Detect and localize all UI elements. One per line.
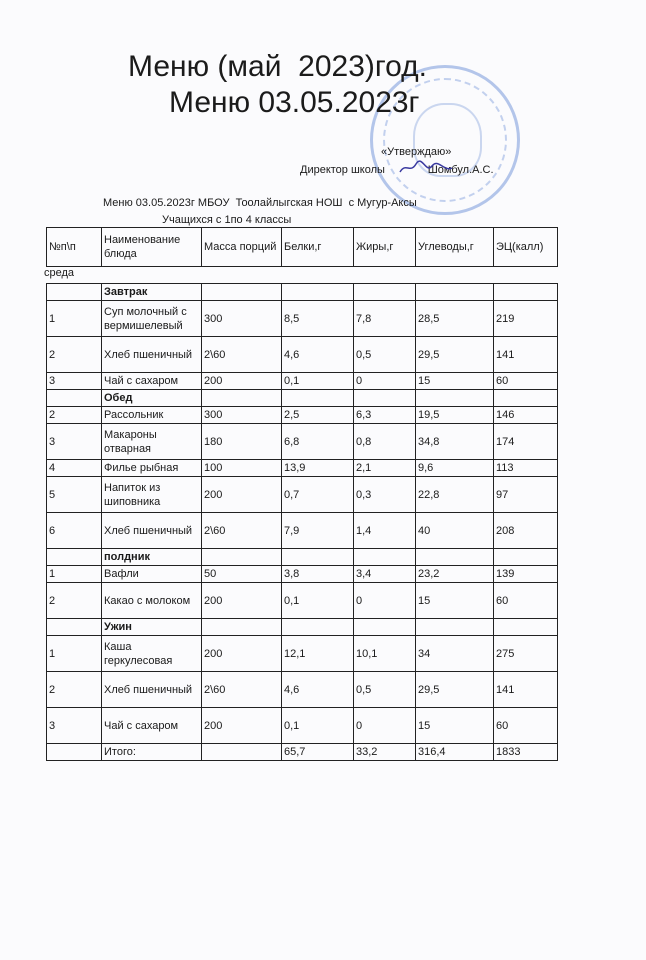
table-row	[47, 337, 558, 373]
section-row	[47, 390, 558, 407]
fat: 0	[354, 583, 416, 619]
portion-mass: 100	[202, 460, 282, 477]
total-carbs: 316,4	[416, 744, 494, 761]
dish-name: Макароны отварная	[102, 424, 202, 460]
table-row	[47, 708, 558, 744]
dish-name: Какао с молоком	[102, 583, 202, 619]
row-number: 3	[47, 424, 102, 460]
empty-cell	[282, 284, 354, 301]
table-row	[47, 460, 558, 477]
empty-cell	[416, 390, 494, 407]
fat: 0,5	[354, 672, 416, 708]
table-row	[47, 373, 558, 390]
row-number: 1	[47, 301, 102, 337]
empty-cell	[202, 744, 282, 761]
kcal: 141	[494, 672, 558, 708]
protein: 0,1	[282, 373, 354, 390]
fat: 7,8	[354, 301, 416, 337]
dish-name: Каша геркулесовая	[102, 636, 202, 672]
protein: 0,1	[282, 583, 354, 619]
fat: 0,8	[354, 424, 416, 460]
carbs: 9,6	[416, 460, 494, 477]
total-label: Итого:	[102, 744, 202, 761]
section-title: Завтрак	[102, 284, 202, 301]
carbs: 29,5	[416, 672, 494, 708]
kcal: 113	[494, 460, 558, 477]
dish-name: Чай с сахаром	[102, 373, 202, 390]
approval-label: «Утверждаю»	[381, 146, 452, 158]
kcal: 141	[494, 337, 558, 373]
protein: 3,8	[282, 566, 354, 583]
total-row	[47, 744, 558, 761]
dish-name: Рассольник	[102, 407, 202, 424]
total-fat: 33,2	[354, 744, 416, 761]
protein: 2,5	[282, 407, 354, 424]
row-number: 3	[47, 708, 102, 744]
col-header-dish: Наименование блюда	[102, 228, 202, 267]
fat: 0	[354, 708, 416, 744]
table-row	[47, 583, 558, 619]
empty-cell	[354, 549, 416, 566]
empty-cell	[47, 619, 102, 636]
protein: 4,6	[282, 672, 354, 708]
kcal: 174	[494, 424, 558, 460]
kcal: 275	[494, 636, 558, 672]
menu-title: Меню (май 2023)год.	[128, 50, 428, 83]
section-title: Ужин	[102, 619, 202, 636]
protein: 6,8	[282, 424, 354, 460]
kcal: 208	[494, 513, 558, 549]
carbs: 23,2	[416, 566, 494, 583]
empty-cell	[354, 619, 416, 636]
row-number: 2	[47, 672, 102, 708]
dish-name: Филье рыбная	[102, 460, 202, 477]
fat: 2,1	[354, 460, 416, 477]
table-row	[47, 407, 558, 424]
col-header-fat: Жиры,г	[354, 228, 416, 267]
portion-mass: 2\60	[202, 672, 282, 708]
row-number: 4	[47, 460, 102, 477]
portion-mass: 200	[202, 636, 282, 672]
protein: 0,1	[282, 708, 354, 744]
carbs: 22,8	[416, 477, 494, 513]
total-protein: 65,7	[282, 744, 354, 761]
menu-table-header	[46, 227, 558, 267]
portion-mass: 2\60	[202, 337, 282, 373]
fat: 0	[354, 373, 416, 390]
empty-cell	[47, 549, 102, 566]
section-title: Обед	[102, 390, 202, 407]
empty-cell	[494, 549, 558, 566]
empty-cell	[47, 284, 102, 301]
portion-mass: 200	[202, 708, 282, 744]
kcal: 97	[494, 477, 558, 513]
kcal: 146	[494, 407, 558, 424]
empty-cell	[47, 744, 102, 761]
table-row	[47, 477, 558, 513]
school-subtitle: Меню 03.05.2023г МБОУ Тоолайлыгская НОШ с Мугур-Аксы	[103, 197, 417, 209]
fat: 0,5	[354, 337, 416, 373]
portion-mass: 2\60	[202, 513, 282, 549]
table-row	[47, 424, 558, 460]
empty-cell	[282, 390, 354, 407]
portion-mass: 200	[202, 373, 282, 390]
portion-mass: 300	[202, 407, 282, 424]
table-row	[47, 566, 558, 583]
empty-cell	[494, 284, 558, 301]
carbs: 34	[416, 636, 494, 672]
protein: 8,5	[282, 301, 354, 337]
carbs: 29,5	[416, 337, 494, 373]
carbs: 15	[416, 708, 494, 744]
dish-name: Хлеб пшеничный	[102, 672, 202, 708]
carbs: 19,5	[416, 407, 494, 424]
row-number: 1	[47, 636, 102, 672]
col-header-protein: Белки,г	[282, 228, 354, 267]
empty-cell	[282, 549, 354, 566]
empty-cell	[202, 284, 282, 301]
portion-mass: 300	[202, 301, 282, 337]
dish-name: Суп молочный с вермишелевый	[102, 301, 202, 337]
row-number: 1	[47, 566, 102, 583]
kcal: 60	[494, 708, 558, 744]
protein: 7,9	[282, 513, 354, 549]
total-kcal: 1833	[494, 744, 558, 761]
section-row	[47, 549, 558, 566]
table-row	[47, 672, 558, 708]
carbs: 15	[416, 373, 494, 390]
empty-cell	[494, 390, 558, 407]
col-header-number: №п\п	[47, 228, 102, 267]
carbs: 34,8	[416, 424, 494, 460]
fat: 6,3	[354, 407, 416, 424]
row-number: 3	[47, 373, 102, 390]
kcal: 60	[494, 583, 558, 619]
header-row	[47, 228, 558, 267]
carbs: 28,5	[416, 301, 494, 337]
empty-cell	[47, 390, 102, 407]
menu-date-title: Меню 03.05.2023г	[169, 86, 420, 119]
menu-table	[46, 283, 558, 761]
portion-mass: 200	[202, 477, 282, 513]
row-number: 5	[47, 477, 102, 513]
protein: 4,6	[282, 337, 354, 373]
kcal: 139	[494, 566, 558, 583]
empty-cell	[416, 619, 494, 636]
protein: 0,7	[282, 477, 354, 513]
col-header-carbs: Углеводы,г	[416, 228, 494, 267]
kcal: 60	[494, 373, 558, 390]
section-title: полдник	[102, 549, 202, 566]
empty-cell	[416, 549, 494, 566]
day-label: среда	[44, 267, 75, 279]
signature-icon	[398, 160, 454, 176]
col-header-mass: Масса порций	[202, 228, 282, 267]
col-header-kcal: ЭЦ(калл)	[494, 228, 558, 267]
portion-mass: 50	[202, 566, 282, 583]
dish-name: Вафли	[102, 566, 202, 583]
dish-name: Хлеб пшеничный	[102, 513, 202, 549]
empty-cell	[354, 284, 416, 301]
row-number: 6	[47, 513, 102, 549]
section-row	[47, 284, 558, 301]
students-subtitle: Учащихся с 1по 4 классы	[162, 214, 292, 226]
table-row	[47, 636, 558, 672]
director-line: Директор школы Шомбул.А.С.	[300, 164, 494, 176]
empty-cell	[282, 619, 354, 636]
row-number: 2	[47, 337, 102, 373]
dish-name: Напиток из шиповника	[102, 477, 202, 513]
dish-name: Чай с сахаром	[102, 708, 202, 744]
row-number: 2	[47, 583, 102, 619]
empty-cell	[354, 390, 416, 407]
row-number: 2	[47, 407, 102, 424]
fat: 3,4	[354, 566, 416, 583]
empty-cell	[416, 284, 494, 301]
portion-mass: 180	[202, 424, 282, 460]
dish-name: Хлеб пшеничный	[102, 337, 202, 373]
carbs: 40	[416, 513, 494, 549]
empty-cell	[202, 390, 282, 407]
kcal: 219	[494, 301, 558, 337]
protein: 13,9	[282, 460, 354, 477]
fat: 1,4	[354, 513, 416, 549]
empty-cell	[202, 619, 282, 636]
empty-cell	[202, 549, 282, 566]
portion-mass: 200	[202, 583, 282, 619]
table-row	[47, 301, 558, 337]
section-row	[47, 619, 558, 636]
protein: 12,1	[282, 636, 354, 672]
carbs: 15	[416, 583, 494, 619]
table-row	[47, 513, 558, 549]
fat: 0,3	[354, 477, 416, 513]
empty-cell	[494, 619, 558, 636]
fat: 10,1	[354, 636, 416, 672]
